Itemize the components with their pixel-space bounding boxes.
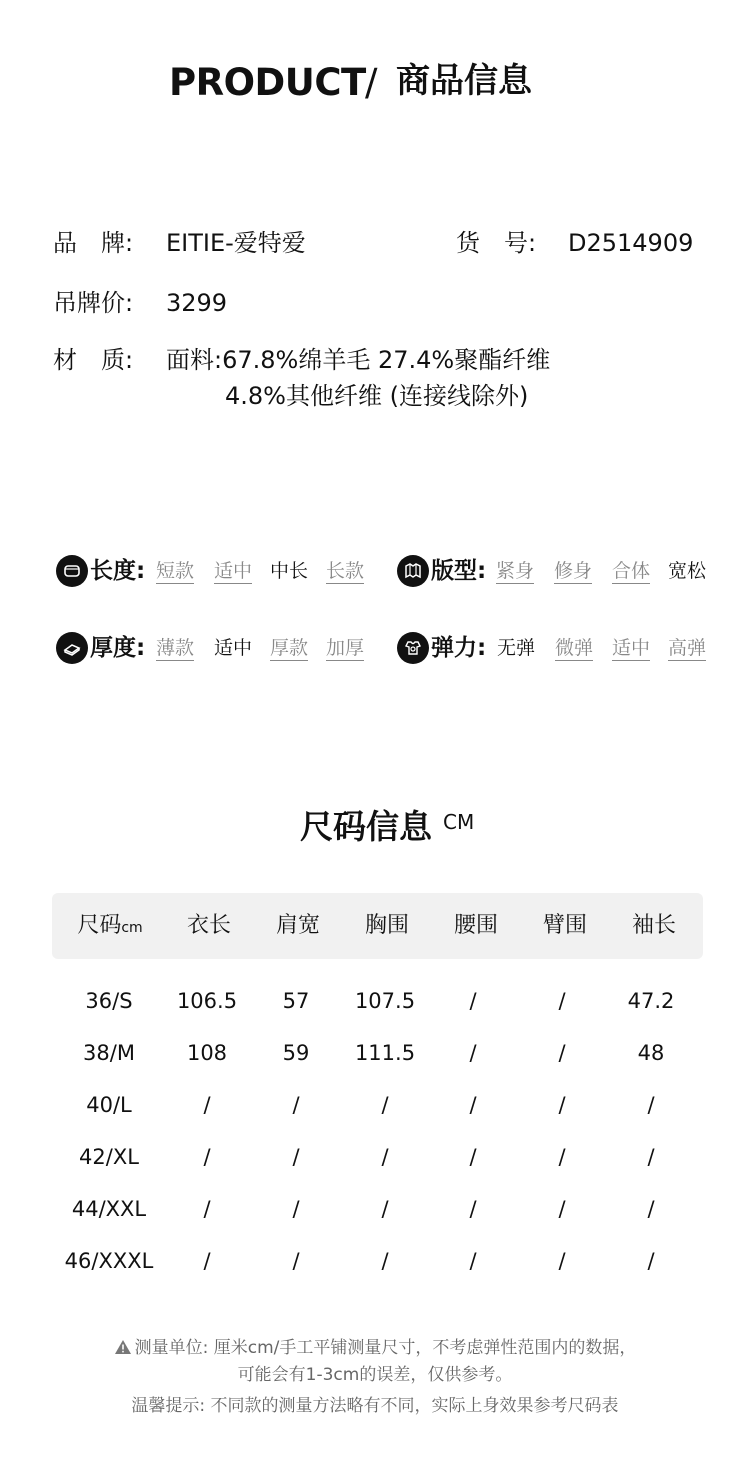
material-line2: 4.8%其他纤维 (连接线除外): [225, 382, 529, 410]
size-title-unit: CM: [443, 810, 475, 834]
header-shoulder: 肩宽: [275, 913, 320, 938]
attr-fit-label: 版型:: [431, 558, 487, 584]
cell-length: /: [203, 1197, 211, 1221]
table-row: [52, 1085, 703, 1125]
table-row: [52, 1189, 703, 1229]
material-line1: 面料:67.8%绵羊毛 27.4%聚酯纤维: [166, 346, 551, 374]
note-line1: [0, 1335, 750, 1361]
table-row: [52, 1241, 703, 1281]
cell-length: 108: [186, 1041, 228, 1065]
cell-size: 44/XXL: [71, 1197, 147, 1221]
length-option-medium: 适中: [214, 560, 253, 582]
size-title-text: 尺码信息: [300, 807, 432, 846]
header-size-unit: cm: [121, 920, 143, 936]
cell-shoulder: /: [292, 1093, 300, 1117]
cell-waist: /: [469, 1197, 477, 1221]
header-title-en: PRODUCT: [169, 61, 366, 104]
price-label: 吊牌价:: [53, 289, 134, 317]
attr-thickness: [56, 628, 376, 668]
fit-option-slim: 修身: [554, 560, 593, 582]
table-row: [52, 1137, 703, 1177]
info-row-brand: [0, 225, 750, 261]
length-option-long: 长款: [326, 560, 365, 582]
length-option-short: 短款: [156, 560, 195, 582]
cell-sleeve: /: [647, 1145, 655, 1169]
cell-shoulder: 57: [282, 989, 310, 1013]
size-table-header: [52, 893, 703, 959]
cell-chest: /: [381, 1093, 389, 1117]
elasticity-option-high: 高弹: [668, 637, 707, 659]
cell-length: 106.5: [176, 989, 238, 1013]
cell-chest: 107.5: [354, 989, 416, 1013]
thickness-option-thin: 薄款: [156, 637, 195, 659]
material-label: 材 质:: [53, 346, 134, 374]
cell-length: /: [203, 1249, 211, 1273]
cell-chest: 111.5: [354, 1041, 416, 1065]
cell-arm: /: [558, 1249, 566, 1273]
cell-chest: /: [381, 1145, 389, 1169]
brand-label: 品 牌:: [53, 229, 134, 257]
thickness-option-medium: 适中: [214, 637, 253, 659]
sku-value: D2514909: [568, 229, 694, 257]
header-length: 衣长: [186, 913, 231, 938]
thickness-option-extra: 加厚: [326, 637, 365, 659]
cell-shoulder: 59: [282, 1041, 310, 1065]
elasticity-option-slight: 微弹: [555, 637, 594, 659]
header-chest: 胸围: [364, 913, 409, 938]
size-section-title: [300, 802, 475, 852]
cell-chest: /: [381, 1197, 389, 1221]
attr-elasticity-label: 弹力:: [431, 635, 487, 661]
cell-arm: /: [558, 1145, 566, 1169]
cell-chest: /: [381, 1249, 389, 1273]
cell-shoulder: /: [292, 1197, 300, 1221]
note-line1-text: 测量单位: 厘米cm/手工平铺测量尺寸，不考虑弹性范围内的数据，: [134, 1338, 637, 1358]
elasticity-option-none: 无弹: [497, 637, 536, 659]
header-separator: /: [365, 61, 378, 104]
brand-value: EITIE-爱特爱: [166, 229, 306, 257]
warning-icon: [114, 1339, 132, 1355]
table-row: [52, 1033, 703, 1073]
cell-size: 36/S: [85, 989, 133, 1013]
cell-length: /: [203, 1145, 211, 1169]
attr-elasticity: [397, 628, 717, 668]
cell-shoulder: /: [292, 1249, 300, 1273]
header-title-cn: 商品信息: [396, 61, 532, 101]
header-size: 尺码cm: [77, 913, 143, 938]
length-icon: [56, 555, 88, 587]
price-value: 3299: [166, 289, 228, 317]
cell-waist: /: [469, 1041, 477, 1065]
cell-sleeve: /: [647, 1249, 655, 1273]
cell-length: /: [203, 1093, 211, 1117]
fit-option-loose: 宽松: [668, 560, 707, 582]
info-row-price: [0, 285, 750, 321]
thickness-option-thick: 厚款: [270, 637, 309, 659]
cell-shoulder: /: [292, 1145, 300, 1169]
cell-size: 42/XL: [79, 1145, 139, 1169]
note-line2: 可能会有1-3cm的误差，仅供参考。: [237, 1365, 513, 1385]
cell-arm: /: [558, 1041, 566, 1065]
info-row-material: [0, 342, 750, 378]
attr-length: [56, 551, 376, 591]
cell-waist: /: [469, 1249, 477, 1273]
length-option-midlong: 中长: [270, 560, 309, 582]
fit-option-regular: 合体: [612, 560, 651, 582]
thickness-icon: [56, 632, 88, 664]
cell-sleeve: /: [647, 1197, 655, 1221]
elasticity-icon: [397, 632, 429, 664]
cell-waist: /: [469, 1093, 477, 1117]
header-waist: 腰围: [453, 913, 498, 938]
attr-thickness-label: 厚度:: [90, 635, 146, 661]
elasticity-option-medium: 适中: [612, 637, 651, 659]
cell-arm: /: [558, 1197, 566, 1221]
header-sleeve: 袖长: [631, 913, 676, 938]
cell-sleeve: 47.2: [627, 989, 675, 1013]
table-row: [52, 981, 703, 1021]
cell-size: 38/M: [83, 1041, 135, 1065]
cell-sleeve: /: [647, 1093, 655, 1117]
cell-size: 46/XXXL: [64, 1249, 154, 1273]
cell-arm: /: [558, 989, 566, 1013]
cell-size: 40/L: [86, 1093, 132, 1117]
cell-sleeve: 48: [637, 1041, 665, 1065]
attr-fit: [397, 551, 717, 591]
cell-waist: /: [469, 989, 477, 1013]
fit-icon: [397, 555, 429, 587]
fit-option-tight: 紧身: [496, 560, 535, 582]
cell-waist: /: [469, 1145, 477, 1169]
page-header: [0, 60, 750, 110]
header-arm: 臂围: [542, 913, 587, 938]
note-line3: 温馨提示: 不同款的测量方法略有不同，实际上身效果参考尺码表: [131, 1396, 619, 1416]
sku-label: 货 号:: [456, 229, 537, 257]
cell-arm: /: [558, 1093, 566, 1117]
attr-length-label: 长度:: [90, 558, 146, 584]
